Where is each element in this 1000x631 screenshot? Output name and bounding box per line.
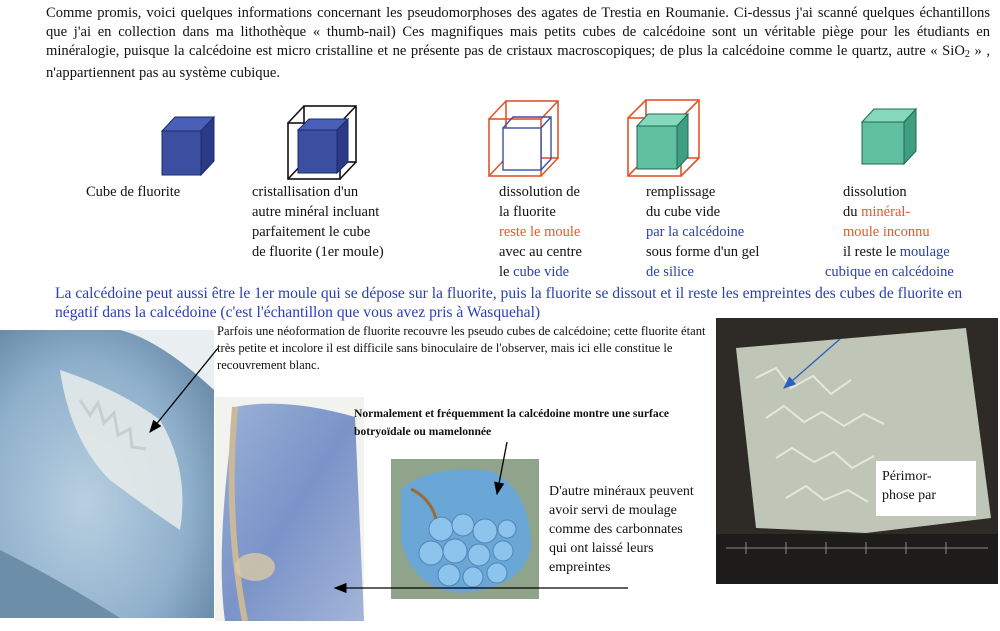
arrow-to-botryoidal (497, 442, 507, 494)
caption-line: la fluorite (499, 204, 556, 220)
caption-fluorite-cube: Cube de fluorite (86, 184, 181, 200)
caption-crystallisation: cristallisation d'un autre minéral incluant parfaitement le cube de fluorite (1er moule) (252, 184, 384, 260)
caption-line-orange: moule inconnu (843, 224, 930, 240)
intro-text: Comme promis, voici quelques informations concernant les pseudomorphoses des agates de Trestia en Roumanie. Ci-dessus j'ai scanné quelques échantillons que j'ai en collection dans ma lithothèque « thumb-nail) Ces magnifiques mais petits cubes de calcédoine sont un véritable piège pour les étudiants en minéralogie, puisque la calcédoine est micro cristalline et ne présente pas de cristaux macroscopiques; de plus la calcédoine comme le quartz, autre « SiO (46, 5, 990, 59)
label-perimorphose: Périmor- phose par (876, 461, 976, 516)
caption-line: avec au centre (499, 244, 582, 260)
note-other-minerals: D'autre minéraux peuvent avoir servi de moulage comme des carbonnates qui ont laissé leurs empreintes (543, 476, 708, 583)
caption-line-blue: cube vide (513, 264, 570, 280)
caption-line: le (499, 264, 514, 280)
caption-line: du (843, 204, 862, 220)
caption-line-blue: moulage (899, 244, 950, 260)
caption-line: du cube vide (646, 204, 721, 220)
intro-subscript: 2 (964, 49, 970, 60)
caption-line: il reste le (843, 244, 900, 260)
note-botryoidal-surface: Normalement et fréquemment la calcédoine montre une surface botryoïdale ou mamelonnée (354, 407, 669, 438)
caption-line: dissolution de (499, 184, 580, 200)
caption-line: dissolution (843, 184, 907, 200)
arrow-to-perimorphosis (784, 339, 840, 388)
caption-line: remplissage (646, 184, 716, 200)
arrow-to-fluorite-coating (150, 348, 218, 432)
intro-text-end: » , n'appartiennent pas au système cubique. (46, 43, 990, 81)
caption-line: sous forme d'un gel (646, 244, 760, 260)
caption-line-orange: reste le moule (499, 224, 581, 240)
caption-line-blue: cubique en calcédoine (825, 264, 954, 280)
chalcedony-first-mold-sentence: La calcédoine peut aussi être le 1er moule qui se dépose sur la fluorite, puis la fluorite se dissout et il reste les empreintes des cubes de fluorite en négatif dans la calcédoine (c'est l'échantillon que vous avez pris à Wasquehal) (55, 285, 963, 321)
caption-line-blue: par la calcédoine (646, 224, 745, 240)
note-fluorite-neoformation: Parfois une néoformation de fluorite recouvre les pseudo cubes de calcédoine; cette fluorite étant très petite et incolore il est difficile sans binoculaire de l'observer, mais ici elle constitue le recouvrement blanc. (217, 324, 706, 372)
caption-line-blue: de silice (646, 264, 694, 280)
caption-line-orange: minéral- (861, 204, 911, 220)
